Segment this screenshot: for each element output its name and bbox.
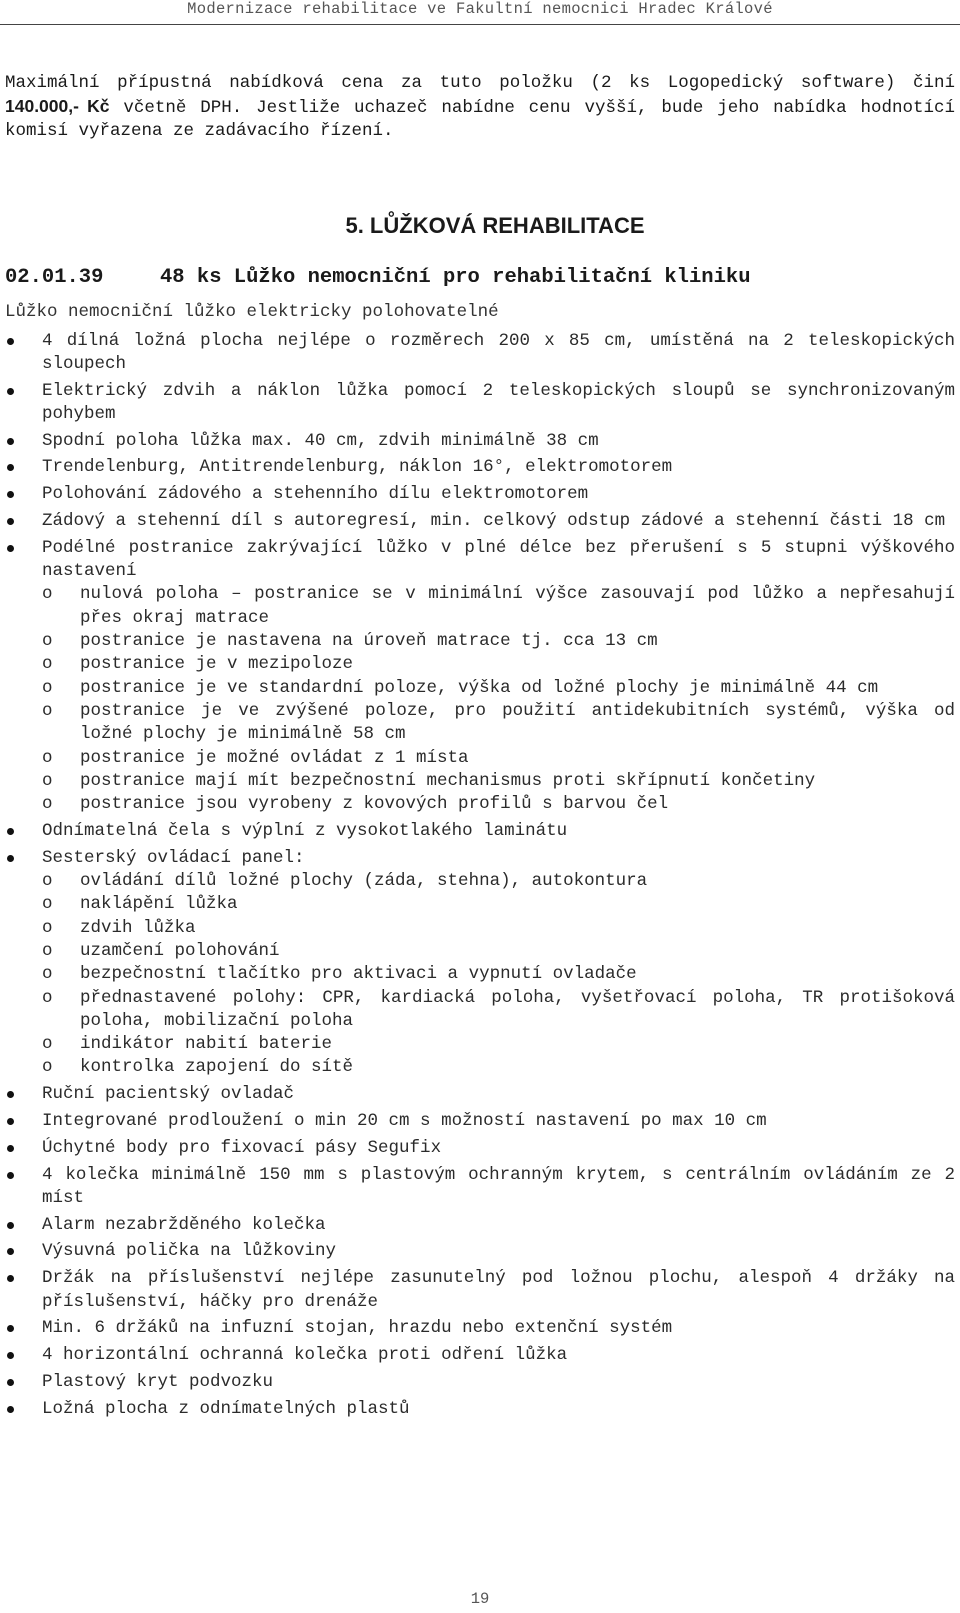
sub-item: o přednastavené polohy: CPR, kardiacká poloha, vyšetřovací poloha, TR protišoková poloha, mobilizační poloha: [5, 987, 955, 1034]
bullet-item: Zádový a stehenní díl s autoregresí, min. celkový odstup zádové a stehenní části 18 cm: [5, 510, 955, 533]
page-number: 19: [470, 1590, 490, 1608]
bullet-item: Podélné postranice zakrývající lůžko v plné délce bez přerušení s 5 stupni výškového nastavení: [5, 537, 955, 584]
bullet-item: 4 kolečka minimálně 150 mm s plastovým ochranným krytem, s centrálním ovládáním ze 2 míst: [5, 1164, 955, 1211]
item-title: 48 ks Lůžko nemocniční pro rehabilitační kliniku: [160, 266, 751, 289]
bullet-item: Min. 6 držáků na infuzní stojan, hrazdu nebo extenční systém: [5, 1317, 955, 1340]
bullet-item: Spodní poloha lůžka max. 40 cm, zdvih minimálně 38 cm: [5, 430, 955, 453]
bullet-item: Úchytné body pro fixovací pásy Segufix: [5, 1137, 955, 1160]
bullet-item: Odnímatelná čela s výplní z vysokotlakého laminátu: [5, 820, 955, 843]
max-price: 140.000,- Kč: [5, 96, 110, 116]
bullet-item: Trendelenburg, Antitrendelenburg, náklon 16°, elektromotorem: [5, 456, 955, 479]
bullet-item: Držák na příslušenství nejlépe zasunutelný pod ložnou plochu, alespoň 4 držáky na příslušenství, háčky pro drenáže: [5, 1267, 955, 1314]
bullet-item: Integrované prodloužení o min 20 cm s možností nastavení po max 10 cm: [5, 1110, 955, 1133]
page-header: Modernizace rehabilitace ve Fakultní nemocnici Hradec Králové: [187, 0, 773, 18]
bullet-item: Elektrický zdvih a náklon lůžka pomocí 2 teleskopických sloupů se synchronizovaným pohybem: [5, 380, 955, 427]
sub-item: o postranice jsou vyrobeny z kovových profilů s barvou čel: [5, 793, 955, 816]
spec-list: [5, 326, 955, 1421]
bullet-item: Polohování zádového a stehenního dílu elektromotorem: [5, 483, 955, 506]
bullet-item: 4 horizontální ochranná kolečka proti odření lůžka: [5, 1344, 955, 1367]
item-number: 02.01.39: [5, 266, 104, 289]
bullet-item: 4 dílná ložná plocha nejlépe o rozměrech 200 x 85 cm, umístěná na 2 teleskopických sloupech: [5, 330, 955, 377]
price-text-2: včetně DPH. Jestliže uchazeč nabídne cenu vyšší, bude jeho nabídka hodnotící komisí vyřazena ze zadávacího řízení.: [5, 98, 955, 141]
sub-item: o postranice je ve standardní poloze, výška od ložné plochy je minimálně 44 cm: [5, 677, 955, 700]
header-divider: [0, 24, 960, 25]
sub-item: o bezpečnostní tlačítko pro aktivaci a vypnutí ovladače: [5, 963, 955, 986]
bullet-item: Výsuvná polička na lůžkoviny: [5, 1240, 955, 1263]
sub-item: o uzamčení polohování: [5, 940, 955, 963]
section-title: 5. LŮŽKOVÁ REHABILITACE: [345, 213, 645, 238]
sub-item: o indikátor nabití baterie: [5, 1033, 955, 1056]
sub-item: o nulová poloha – postranice se v minimální výšce zasouvají pod lůžko a nepřesahují přes okraj matrace: [5, 583, 955, 630]
bullet-item: Alarm nezabržděného kolečka: [5, 1214, 955, 1237]
sub-item: o postranice je ve zvýšené poloze, pro použití antidekubitních systémů, výška od ložné plochy je minimálně 58 cm: [5, 700, 955, 747]
sub-item: o postranice je možné ovládat z 1 místa: [5, 747, 955, 770]
bullet-item: Ložná plocha z odnímatelných plastů: [5, 1398, 955, 1421]
sub-item: o postranice je nastavena na úroveň matrace tj. cca 13 cm: [5, 630, 955, 653]
sub-item: o kontrolka zapojení do sítě: [5, 1056, 955, 1079]
sub-item: o naklápění lůžka: [5, 893, 955, 916]
bullet-item: Ruční pacientský ovladač: [5, 1083, 955, 1106]
bullet-item: Sesterský ovládací panel:: [5, 847, 955, 870]
price-text-1: Maximální přípustná nabídková cena za tuto položku (2 ks Logopedický software) činí: [5, 73, 955, 93]
price-paragraph: [5, 72, 955, 143]
sub-item: o zdvih lůžka: [5, 917, 955, 940]
item-subtitle: Lůžko nemocniční lůžko elektricky polohovatelné: [5, 302, 499, 322]
bullet-item: Plastový kryt podvozku: [5, 1371, 955, 1394]
sub-item: o ovládání dílů ložné plochy (záda, stehna), autokontura: [5, 870, 955, 893]
item-heading: [5, 266, 751, 289]
sub-item: o postranice je v mezipoloze: [5, 653, 955, 676]
sub-item: o postranice mají mít bezpečnostní mechanismus proti skřípnutí končetiny: [5, 770, 955, 793]
